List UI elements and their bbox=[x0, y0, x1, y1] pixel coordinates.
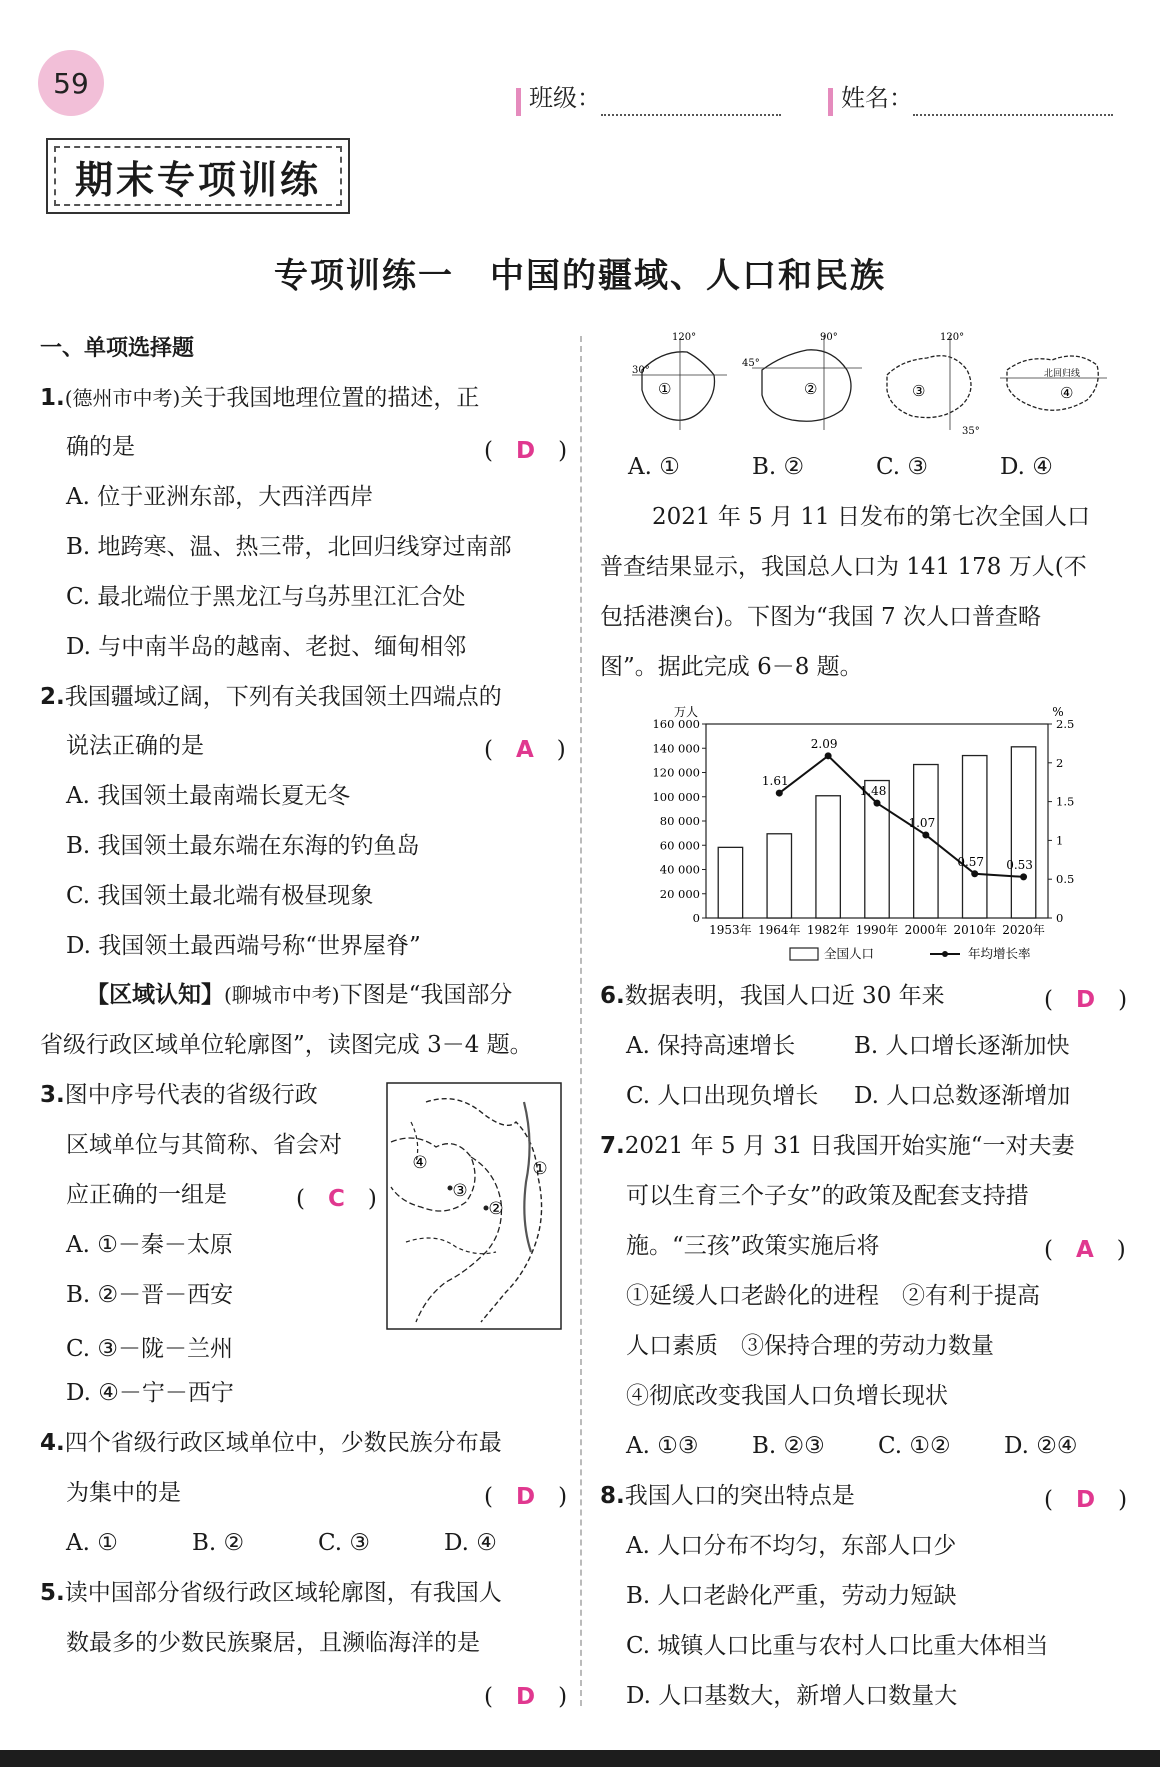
q5-map1-label: ① bbox=[658, 380, 672, 398]
q3-map-label-1: ① bbox=[532, 1159, 548, 1179]
q1-option-d[interactable]: D. 与中南半岛的越南、老挝、缅甸相邻 bbox=[66, 634, 467, 660]
q4-option-c[interactable]: C. ③ bbox=[318, 1530, 371, 1556]
q5-option-b[interactable]: B. ② bbox=[752, 454, 805, 480]
bottom-bar bbox=[0, 1750, 1160, 1767]
q4-number: 4. bbox=[40, 1430, 65, 1456]
q4-text-cont: 为集中的是 bbox=[66, 1480, 181, 1506]
q7-text-2: 可以生育三个子女”的政策及配套支持措 bbox=[626, 1183, 1029, 1209]
q3-option-c[interactable]: C. ③－陇－兰州 bbox=[66, 1336, 234, 1362]
q4-option-d[interactable]: D. ④ bbox=[444, 1530, 497, 1556]
chart-right-tick-label: 0.5 bbox=[1056, 872, 1075, 887]
q7-answer-bracket: ( A ) bbox=[1044, 1237, 1126, 1263]
class-field[interactable] bbox=[516, 78, 781, 116]
chart-x-tick-label: 1964年 bbox=[758, 923, 801, 937]
q7-option-a[interactable]: A. ①③ bbox=[626, 1433, 699, 1459]
q4-text: 四个省级行政区域单位中，少数民族分布最 bbox=[64, 1430, 502, 1456]
q5-map4-label: ④ bbox=[1060, 384, 1074, 402]
q1-option-b[interactable]: B. 地跨寒、温、热三带，北回归线穿过南部 bbox=[66, 534, 512, 560]
q8-number: 8. bbox=[600, 1483, 625, 1509]
q7-text-3: 施。“三孩”政策实施后将 bbox=[626, 1233, 880, 1259]
chart-growth-label: 2.09 bbox=[810, 736, 838, 751]
q5-option-a[interactable]: A. ① bbox=[628, 454, 680, 480]
chart-right-tick-label: 2.5 bbox=[1056, 717, 1075, 731]
chart-growth-point bbox=[922, 831, 929, 838]
chart-growth-label: 1.61 bbox=[761, 774, 789, 789]
chart-bar bbox=[1011, 747, 1035, 918]
chart-x-tick-label: 1953年 bbox=[709, 923, 752, 937]
chart-x-tick-label: 2000年 bbox=[904, 923, 948, 937]
chart-growth-point bbox=[825, 752, 832, 759]
q4-option-b[interactable]: B. ② bbox=[192, 1530, 245, 1556]
q5-map2-lat: 45° bbox=[742, 358, 760, 369]
q5-text-cont: 数最多的少数民族聚居，且濒临海洋的是 bbox=[66, 1630, 480, 1656]
q6-stem bbox=[600, 981, 945, 1011]
chart-x-tick-label: 2020年 bbox=[1002, 923, 1045, 937]
q4-option-a[interactable]: A. ① bbox=[66, 1530, 118, 1556]
q4-answer-bracket: ( D ) bbox=[484, 1484, 568, 1510]
name-marker bbox=[828, 88, 833, 116]
q2-stem bbox=[40, 682, 502, 712]
q4-answer: D bbox=[515, 1484, 536, 1510]
q5-map-2 bbox=[742, 332, 862, 430]
q3-map-label-4: ④ bbox=[412, 1153, 428, 1173]
q3-text-2: 区域单位与其简称、省会对 bbox=[66, 1132, 342, 1158]
intro-line-4: 图”。据此完成 6－8 题。 bbox=[600, 654, 863, 680]
q6-option-c[interactable]: C. 人口出现负增长 bbox=[626, 1083, 819, 1109]
q5-map2-lon: 90° bbox=[820, 332, 838, 343]
q2-option-c[interactable]: C. 我国领土最北端有极昼现象 bbox=[66, 883, 374, 909]
chart-left-tick-label: 100 000 bbox=[652, 789, 700, 804]
q5-option-c[interactable]: C. ③ bbox=[876, 454, 929, 480]
q5-answer-bracket: ( D ) bbox=[484, 1684, 568, 1710]
q5-option-d[interactable]: D. ④ bbox=[1000, 454, 1053, 480]
q5-map4-line: 北回归线 bbox=[1044, 369, 1081, 379]
q2-option-d[interactable]: D. 我国领土最西端号称“世界屋脊” bbox=[66, 933, 421, 959]
chart-left-tick-label: 120 000 bbox=[652, 765, 700, 780]
q3-answer-bracket: ( C ) bbox=[296, 1186, 377, 1212]
q2-option-a[interactable]: A. 我国领土最南端长夏无冬 bbox=[66, 783, 351, 809]
q6-option-b[interactable]: B. 人口增长逐渐加快 bbox=[854, 1033, 1070, 1059]
q8-option-b[interactable]: B. 人口老龄化严重，劳动力短缺 bbox=[626, 1583, 957, 1609]
q1-text: 关于我国地理位置的描述，正 bbox=[180, 385, 480, 411]
chart-bar bbox=[767, 834, 791, 918]
region-tag: 【区域认知】 bbox=[86, 982, 224, 1008]
chart-growth-label: 1.07 bbox=[908, 815, 936, 830]
q6-answer-bracket: ( D ) bbox=[1044, 987, 1128, 1013]
q3-option-b[interactable]: B. ②－晋－西安 bbox=[66, 1282, 234, 1308]
q8-answer-bracket: ( D ) bbox=[1044, 1487, 1128, 1513]
q5-map2-label: ② bbox=[804, 380, 818, 398]
chart-growth-point bbox=[1020, 873, 1027, 880]
page-title: 专项训练一 中国的疆域、人口和民族 bbox=[274, 256, 886, 296]
class-label: 班级： bbox=[529, 84, 601, 112]
q5-answer: D bbox=[515, 1684, 536, 1710]
intro-line-2: 普查结果显示，我国总人口为 141 178 万人(不 bbox=[600, 554, 1087, 580]
chart-growth-point bbox=[776, 790, 783, 797]
q3-map-label-3: ③ bbox=[452, 1181, 468, 1201]
q3-stem bbox=[40, 1080, 318, 1110]
q2-option-b[interactable]: B. 我国领土最东端在东海的钓鱼岛 bbox=[66, 833, 420, 859]
q5-number: 5. bbox=[40, 1580, 65, 1606]
chart-right-tick-label: 0 bbox=[1056, 911, 1064, 925]
q3-option-a[interactable]: A. ①－秦－太原 bbox=[66, 1232, 233, 1258]
q7-statement-2: 人口素质 ③保持合理的劳动力数量 bbox=[626, 1333, 994, 1359]
class-blank[interactable] bbox=[601, 94, 781, 116]
q3-text-3: 应正确的一组是 bbox=[66, 1182, 227, 1208]
chart-left-tick-label: 60 000 bbox=[659, 838, 700, 853]
intro-line-1: 2021 年 5 月 11 日发布的第七次全国人口 bbox=[652, 504, 1090, 530]
class-marker bbox=[516, 88, 521, 116]
q5-map1-lat: 30° bbox=[632, 365, 650, 376]
q8-option-a[interactable]: A. 人口分布不均匀，东部人口少 bbox=[626, 1533, 957, 1559]
chart-left-tick-label: 160 000 bbox=[652, 717, 700, 731]
q6-answer: D bbox=[1075, 987, 1096, 1013]
chart-left-unit: 万人 bbox=[673, 705, 699, 719]
name-blank[interactable] bbox=[913, 94, 1113, 116]
chart-right-tick-label: 1 bbox=[1056, 833, 1064, 848]
q7-option-c[interactable]: C. ①② bbox=[878, 1433, 951, 1459]
name-label: 姓名： bbox=[841, 84, 913, 112]
column-divider bbox=[580, 336, 582, 1706]
chart-growth-point bbox=[971, 870, 978, 877]
q5-stem bbox=[40, 1578, 502, 1608]
chart-growth-label: 1.48 bbox=[859, 784, 887, 799]
population-census-chart bbox=[630, 700, 1100, 970]
q5-map-1 bbox=[632, 332, 727, 430]
section-banner bbox=[46, 138, 350, 214]
q4-stem bbox=[40, 1428, 502, 1458]
q3-answer: C bbox=[327, 1186, 345, 1212]
q7-option-d[interactable]: D. ②④ bbox=[1004, 1433, 1078, 1459]
q6-number: 6. bbox=[600, 983, 625, 1009]
q3-map-label-2: ② bbox=[488, 1199, 504, 1219]
q3-map-frame bbox=[387, 1083, 561, 1329]
q7-option-b[interactable]: B. ②③ bbox=[752, 1433, 825, 1459]
q3-province-map bbox=[386, 1082, 562, 1330]
q2-answer: A bbox=[515, 737, 534, 763]
chart-bar bbox=[718, 847, 742, 918]
q7-stem bbox=[600, 1131, 1075, 1161]
q8-answer: D bbox=[1075, 1487, 1096, 1513]
region-source: (聊城市中考) bbox=[224, 983, 340, 1007]
name-field[interactable] bbox=[828, 78, 1113, 116]
q1-answer-bracket: ( D ) bbox=[484, 438, 568, 464]
q8-stem bbox=[600, 1481, 855, 1511]
q3-text: 图中序号代表的省级行政 bbox=[64, 1082, 318, 1108]
q6-text: 数据表明，我国人口近 30 年来 bbox=[624, 983, 945, 1009]
chart-left-tick-label: 80 000 bbox=[659, 814, 700, 828]
region-text: 下图是“我国部分 bbox=[339, 982, 513, 1008]
chart-legend-bar-label: 全国人口 bbox=[824, 946, 875, 961]
q2-text-cont: 说法正确的是 bbox=[66, 733, 204, 759]
chart-left-tick-label: 40 000 bbox=[659, 862, 700, 877]
chart-legend-bar-swatch bbox=[790, 948, 818, 960]
chart-bar bbox=[963, 756, 987, 918]
q5-province-maps bbox=[632, 330, 1122, 440]
banner-text: 期末专项训练 bbox=[74, 157, 321, 202]
q7-answer: A bbox=[1075, 1237, 1094, 1263]
chart-bar bbox=[816, 796, 840, 918]
region-intro bbox=[86, 980, 512, 1010]
chart-right-tick-label: 1.5 bbox=[1056, 794, 1075, 809]
chart-x-tick-label: 2010年 bbox=[953, 923, 996, 937]
q1-source: (德州市中考) bbox=[64, 386, 181, 410]
chart-growth-point bbox=[874, 800, 881, 807]
page-number: 59 bbox=[38, 50, 104, 116]
q1-stem bbox=[40, 383, 479, 413]
q5-map3-lon: 120° bbox=[940, 332, 965, 343]
q1-text-cont: 确的是 bbox=[66, 434, 135, 460]
q6-option-a[interactable]: A. 保持高速增长 bbox=[626, 1033, 796, 1059]
chart-legend-line-label: 年均增长率 bbox=[968, 946, 1031, 961]
q6-option-d[interactable]: D. 人口总数逐渐增加 bbox=[854, 1083, 1071, 1109]
q3-map-capital-2 bbox=[484, 1206, 489, 1211]
q2-number: 2. bbox=[40, 684, 65, 710]
q3-option-d[interactable]: D. ④－宁－西宁 bbox=[66, 1380, 234, 1406]
intro-line-3: 包括港澳台)。下图为“我国 7 次人口普查略 bbox=[600, 604, 1041, 630]
chart-growth-label: 0.57 bbox=[957, 854, 985, 869]
q7-statement-1: ①延缓人口老龄化的进程 ②有利于提高 bbox=[626, 1283, 1040, 1309]
q1-option-c[interactable]: C. 最北端位于黑龙江与乌苏里江汇合处 bbox=[66, 584, 466, 610]
chart-x-tick-label: 1982年 bbox=[806, 923, 850, 937]
q5-map3-lat: 35° bbox=[962, 426, 980, 437]
q8-text: 我国人口的突出特点是 bbox=[624, 1483, 855, 1509]
q1-number: 1. bbox=[40, 385, 65, 411]
q1-option-a[interactable]: A. 位于亚洲东部，大西洋西岸 bbox=[66, 484, 374, 510]
chart-right-tick-label: 2 bbox=[1056, 755, 1064, 770]
chart-right-unit: % bbox=[1052, 705, 1064, 719]
section-heading: 一、单项选择题 bbox=[40, 336, 195, 361]
q8-option-c[interactable]: C. 城镇人口比重与农村人口比重大体相当 bbox=[626, 1633, 1049, 1659]
q2-text: 我国疆域辽阔，下列有关我国领土四端点的 bbox=[64, 684, 502, 710]
q1-answer: D bbox=[515, 438, 536, 464]
region-text-cont: 省级行政区域单位轮廓图”，读图完成 3－4 题。 bbox=[40, 1032, 533, 1058]
q7-number: 7. bbox=[600, 1133, 625, 1159]
chart-legend-line-dot bbox=[942, 951, 948, 957]
chart-x-tick-label: 1990年 bbox=[855, 923, 899, 937]
q5-map1-lon: 120° bbox=[672, 332, 697, 343]
q3-number: 3. bbox=[40, 1082, 65, 1108]
q5-map-3 bbox=[887, 332, 980, 437]
q5-map-4 bbox=[1000, 356, 1107, 410]
chart-growth-label: 0.53 bbox=[1006, 857, 1033, 872]
q7-statement-3: ④彻底改变我国人口负增长现状 bbox=[626, 1383, 948, 1409]
q7-text: 2021 年 5 月 31 日我国开始实施“一对夫妻 bbox=[624, 1133, 1075, 1159]
q2-answer-bracket: ( A ) bbox=[484, 737, 566, 763]
chart-left-tick-label: 20 000 bbox=[659, 886, 700, 901]
q5-text: 读中国部分省级行政区域轮廓图，有我国人 bbox=[64, 1580, 502, 1606]
q8-option-d[interactable]: D. 人口基数大，新增人口数量大 bbox=[626, 1683, 958, 1709]
chart-left-tick-label: 140 000 bbox=[652, 741, 700, 756]
q5-map3-label: ③ bbox=[912, 382, 926, 400]
q3-map-capital-3 bbox=[448, 1186, 453, 1191]
chart-left-tick-label: 0 bbox=[692, 911, 700, 925]
